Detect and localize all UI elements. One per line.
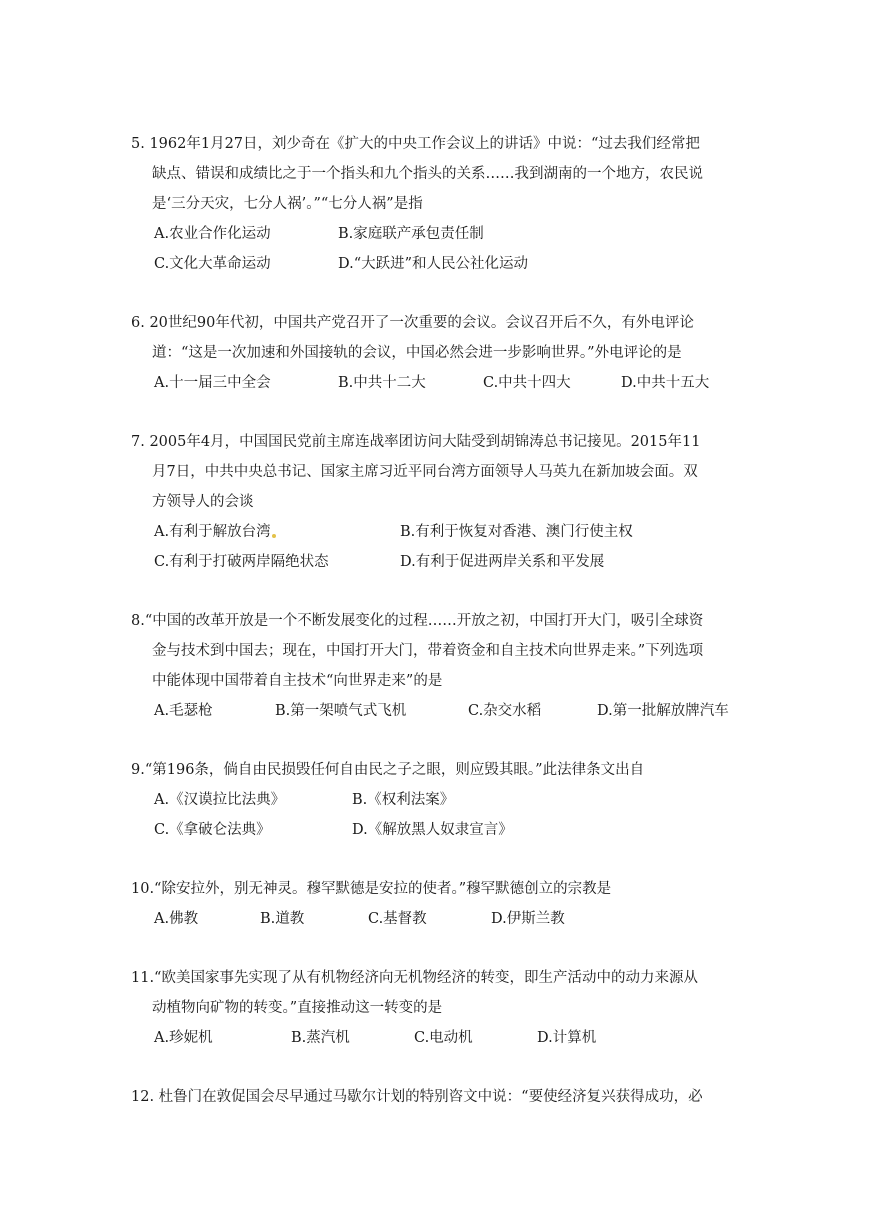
option-d: D.有利于促进两岸关系和平发展	[400, 554, 605, 570]
question-text: 12. 杜鲁门在敦促国会尽早通过马歇尔计划的特别咨文中说：“要使经济复兴获得成功，必	[131, 1089, 703, 1105]
question-text: 11.“欧美国家事先实现了从有机物经济向无机物经济的转变，即生产活动中的动力来源从	[131, 970, 698, 986]
question-text: 7. 2005年4月，中国国民党前主席连战率团访问大陆受到胡锦涛总书记接见。2015年11	[131, 434, 701, 450]
question-text: 缺点、错误和成绩比之于一个指头和九个指头的关系……我到湖南的一个地方，农民说	[152, 166, 703, 182]
question-text: 5. 1962年1月27日，刘少奇在《扩大的中央工作会议上的讲话》中说：“过去我们经常把	[131, 136, 700, 152]
option-a: A.珍妮机	[154, 1030, 213, 1046]
option-d: D.“大跃进”和人民公社化运动	[338, 256, 529, 272]
option-text: A.有利于解放台湾	[154, 524, 271, 540]
question-text: 是‘三分天灾，七分人祸’。”“七分人祸”是指	[152, 196, 423, 212]
question-text: 9.“第196条，倘自由民损毁任何自由民之子之眼，则应毁其眼。”此法律条文出自	[131, 762, 645, 778]
option-c: C.基督教	[368, 911, 427, 927]
option-d: D.伊斯兰教	[491, 911, 565, 927]
option-b: B.有利于恢复对香港、澳门行使主权	[400, 524, 633, 540]
question-text: 8.“中国的改革开放是一个不断发展变化的过程……开放之初，中国打开大门，吸引全球资	[131, 613, 704, 629]
option-c: C.电动机	[414, 1030, 473, 1046]
question-text: 金与技术到中国去；现在，中国打开大门，带着资金和自主技术向世界走来。”下列选项	[152, 643, 704, 659]
option-b: B.蒸汽机	[291, 1030, 350, 1046]
option-a: A.十一届三中全会	[154, 375, 271, 391]
option-a: A.毛瑟枪	[154, 703, 213, 719]
option-d: D.计算机	[537, 1030, 597, 1046]
question-text: 方领导人的会谈	[152, 494, 254, 510]
option-a: A.农业合作化运动	[154, 226, 271, 242]
option-b: B.家庭联产承包责任制	[338, 226, 484, 242]
option-b: B.第一架喷气式飞机	[275, 703, 407, 719]
option-d: D.中共十五大	[621, 375, 710, 391]
option-b: B.道教	[260, 911, 305, 927]
question-text: 10.“除安拉外，别无神灵。穆罕默德是安拉的使者。”穆罕默德创立的宗教是	[131, 881, 612, 897]
option-a	[154, 522, 276, 542]
option-b: B.《权利法案》	[352, 792, 455, 808]
question-text: 6. 20世纪90年代初，中国共产党召开了一次重要的会议。会议召开后不久，有外电评论	[131, 315, 694, 331]
option-c: C.文化大革命运动	[154, 256, 271, 272]
ink-mark	[272, 534, 276, 538]
question-text: 动植物向矿物的转变。”直接推动这一转变的是	[152, 1000, 443, 1016]
option-c: C.杂交水稻	[468, 703, 542, 719]
question-text: 月7日，中共中央总书记、国家主席习近平同台湾方面领导人马英九在新加坡会面。双	[152, 464, 698, 480]
option-c: C.有利于打破两岸隔绝状态	[154, 554, 329, 570]
question-text: 道：“这是一次加速和外国接轨的会议，中国必然会进一步影响世界。”外电评论的是	[152, 345, 682, 361]
option-b: B.中共十二大	[338, 375, 426, 391]
option-d: D.第一批解放牌汽车	[597, 703, 729, 719]
option-a: A.《汉谟拉比法典》	[154, 792, 286, 808]
option-d: D.《解放黑人奴隶宣言》	[352, 822, 513, 838]
option-a: A.佛教	[154, 911, 199, 927]
question-text: 中能体现中国带着自主技术“向世界走来”的是	[152, 673, 443, 689]
option-c: C.《拿破仑法典》	[154, 822, 271, 838]
option-c: C.中共十四大	[483, 375, 571, 391]
